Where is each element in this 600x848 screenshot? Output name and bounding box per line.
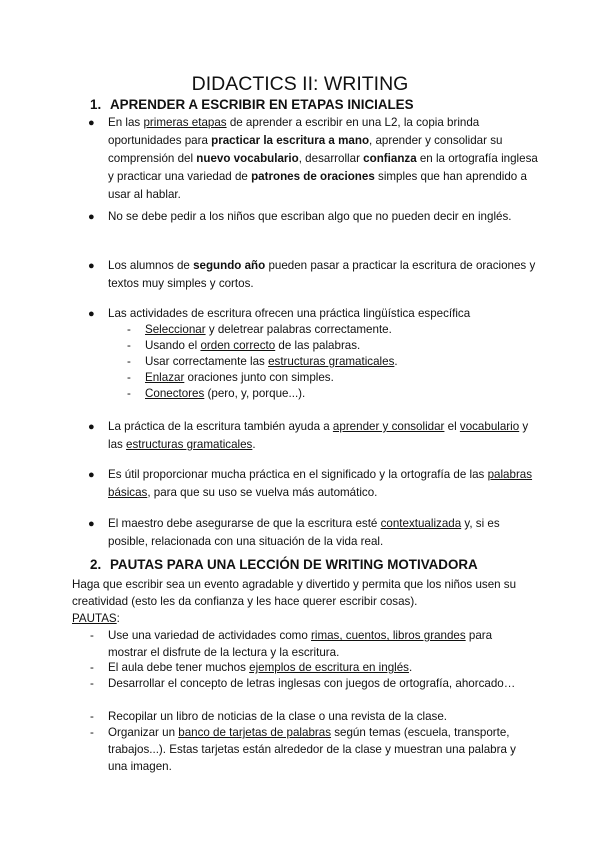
underlined-text: estructuras gramaticales <box>268 355 395 368</box>
bold-text: nuevo vocabulario <box>196 152 299 165</box>
pauta-item <box>90 675 528 692</box>
pauta-item <box>90 627 528 661</box>
text: pueden pasar a practicar la escritura de oraciones y textos muy simples y cortos. <box>108 259 536 290</box>
text: Es útil proporcionar mucha práctica en el significado y la ortografía de las <box>108 468 488 481</box>
bullet-item-consolidate <box>88 418 538 454</box>
bold-text: patrones de oraciones <box>251 170 375 183</box>
underlined-text: Seleccionar <box>145 323 206 336</box>
underlined-text: rimas, cuentos, libros grandes <box>311 629 466 642</box>
dash-icon: - <box>127 323 131 336</box>
text: simples que han aprendido a usar al hablar. <box>108 170 527 201</box>
text: de las palabras. <box>275 339 361 352</box>
bullet-icon: ● <box>88 117 95 129</box>
text: Desarrollar el concepto de letras inglesas con juegos de ortografía, ahorcado… <box>108 677 516 690</box>
text: En las <box>108 116 144 129</box>
text: , aprender y consolidar su comprensión del <box>108 134 503 165</box>
bullet-item-basic-words <box>88 466 538 502</box>
pautas-label <box>72 610 542 627</box>
sub-item <box>127 354 398 370</box>
text: y las <box>108 420 529 451</box>
dash-icon: - <box>127 387 131 400</box>
text: para mostrar el disfrute de la lectura y la escritura. <box>108 629 493 659</box>
underlined-text: palabras básicas <box>108 468 533 499</box>
text: No se debe pedir a los niños que escriban algo que no pueden decir en inglés. <box>108 210 512 223</box>
text: Usar correctamente las <box>145 355 269 368</box>
bullet-item-contextualized <box>88 515 538 551</box>
text: , desarrollar <box>298 152 364 165</box>
pauta-item <box>90 659 528 676</box>
text: Organizar un <box>108 726 179 739</box>
section-1-title: APRENDER A ESCRIBIR EN ETAPAS INICIALES <box>110 97 414 112</box>
bullet-item-speaking-first <box>88 208 538 226</box>
dash-icon: - <box>90 629 94 642</box>
underlined-text: vocabulario <box>459 420 520 433</box>
text: El maestro debe asegurarse de que la escritura esté <box>108 517 381 530</box>
text: según temas (escuela, transporte, trabajos...). Estas tarjetas están alrededor de la clase y muestran una palabra y una imagen. <box>108 726 516 773</box>
dash-icon: - <box>90 661 94 674</box>
underlined-text: PAUTAS <box>72 612 117 625</box>
section-1-number: 1. <box>90 97 102 112</box>
dash-icon: - <box>127 371 131 384</box>
bullet-icon: ● <box>88 260 95 272</box>
text: . <box>394 355 398 368</box>
sub-item <box>127 338 361 354</box>
text: oraciones junto con simples. <box>184 371 334 384</box>
bullet-icon: ● <box>88 518 95 530</box>
text: Los alumnos de <box>108 259 194 272</box>
bullet-item-second-year <box>88 257 538 293</box>
dash-icon: - <box>127 339 131 352</box>
bullet-icon: ● <box>88 308 95 320</box>
text: . <box>252 438 256 451</box>
text: Usando el <box>145 339 201 352</box>
underlined-text: aprender y consolidar <box>332 420 445 433</box>
underlined-text: ejemplos de escritura en inglés <box>249 661 409 674</box>
bullet-item-activities <box>88 305 538 323</box>
underlined-text: primeras etapas <box>143 116 227 129</box>
text: La práctica de la escritura también ayuda a <box>108 420 333 433</box>
pauta-item <box>90 724 528 775</box>
underlined-text: orden correcto <box>200 339 276 352</box>
text: de aprender a escribir en una L2, la copia brinda oportunidades para <box>108 116 480 147</box>
sub-item <box>127 322 392 338</box>
underlined-text: Conectores <box>145 387 205 400</box>
pauta-item <box>90 708 528 725</box>
text: en la ortografía inglesa y practicar una variedad de <box>108 152 538 183</box>
section-2-intro: Haga que escribir sea un evento agradable y divertido y permita que los niños usen su creatividad (esto les da confianza y les hace querer escribir cosas). <box>72 578 517 608</box>
dash-icon: - <box>90 710 94 723</box>
section-1-heading <box>90 96 414 114</box>
sub-item <box>127 386 306 402</box>
text: el <box>444 420 460 433</box>
dash-icon: - <box>90 677 94 690</box>
text: (pero, y, porque...). <box>204 387 306 400</box>
bold-text: segundo año <box>193 259 266 272</box>
underlined-text: Enlazar <box>145 371 185 384</box>
underlined-text: banco de tarjetas de palabras <box>178 726 332 739</box>
text: . <box>408 661 413 674</box>
page-title: DIDACTICS II: WRITING <box>191 73 409 95</box>
text: El aula debe tener muchos <box>108 661 250 674</box>
underlined-text: estructuras gramaticales <box>126 438 253 451</box>
bullet-icon: ● <box>88 469 95 481</box>
section-2-heading <box>90 556 478 574</box>
text: , para que su uso se vuelva más automático. <box>147 486 378 499</box>
text: y, si es posible, relacionada con una situación de la vida real. <box>108 517 500 548</box>
bullet-icon: ● <box>88 211 95 223</box>
text: y deletrear palabras correctamente. <box>205 323 392 336</box>
text: Las actividades de escritura ofrecen una práctica lingüística específica <box>108 307 471 320</box>
text: : <box>116 612 120 625</box>
bullet-icon: ● <box>88 421 95 433</box>
bold-text: practicar la escritura a mano <box>211 134 370 147</box>
section-2-number: 2. <box>90 557 102 572</box>
text: Recopilar un libro de noticias de la clase o una revista de la clase. <box>108 710 447 723</box>
bullet-item-copying <box>88 114 538 204</box>
dash-icon: - <box>90 726 94 739</box>
text: Use una variedad de actividades como <box>108 629 312 642</box>
sub-item <box>127 370 334 386</box>
bold-text: confianza <box>363 152 417 165</box>
underlined-text: contextualizada <box>380 517 462 530</box>
dash-icon: - <box>127 355 131 368</box>
section-2-title: PAUTAS PARA UNA LECCIÓN DE WRITING MOTIVADORA <box>110 557 478 572</box>
